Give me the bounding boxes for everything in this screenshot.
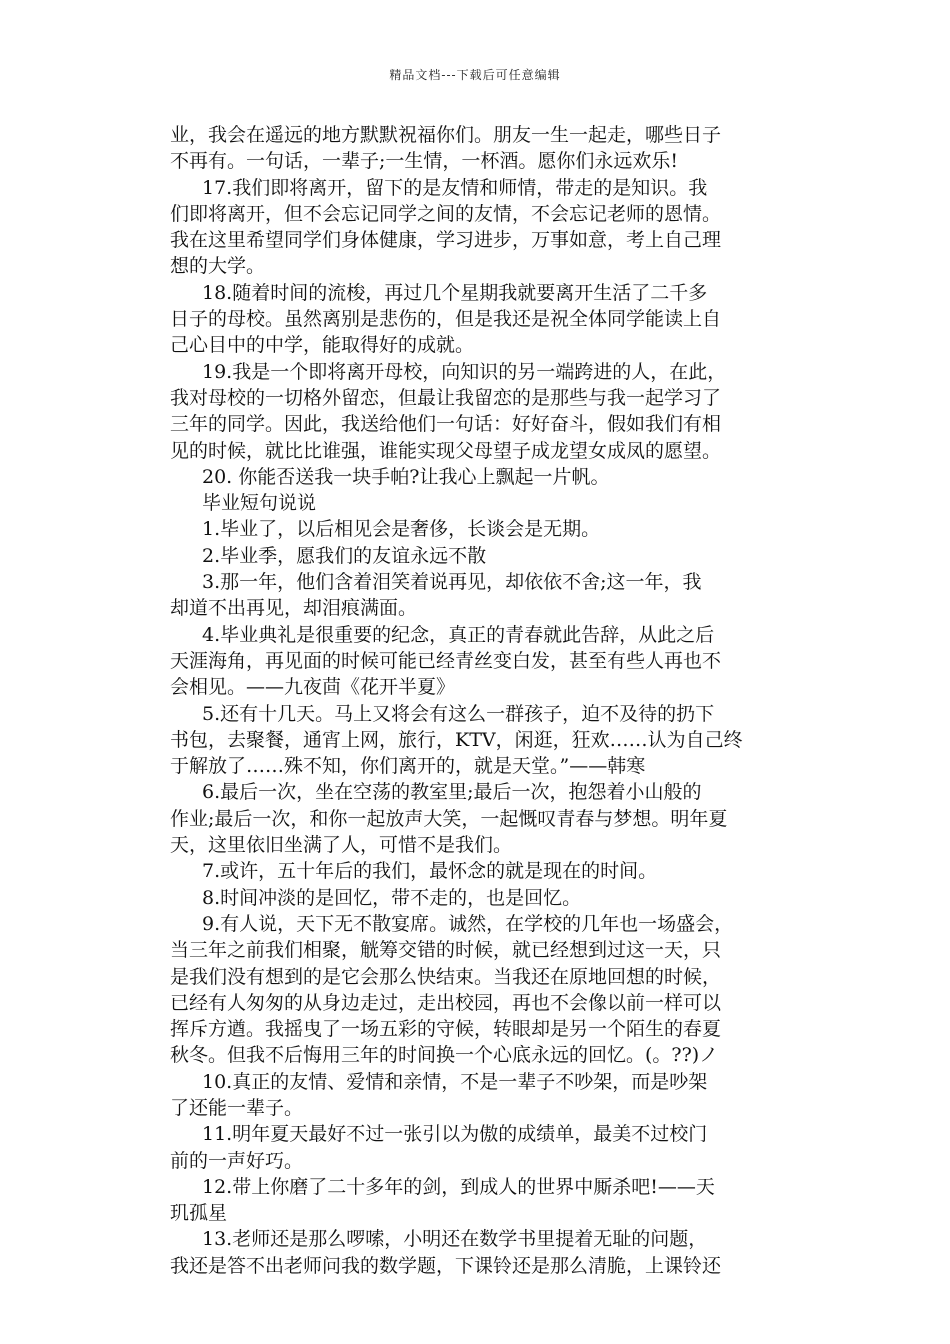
text-line: 3.那一年，他们含着泪笑着说再见，却依依不舍;这一年，我 [202,571,702,594]
text-line: 已经有人匆匆的从身边走过，走出校园，再也不会像以前一样可以 [170,991,722,1014]
text-line: 我还是答不出老师问我的数学题，下课铃还是那么清脆，上课铃还 [170,1254,722,1277]
text-line: 玑孤星 [170,1202,228,1225]
text-line: 天涯海角，再见面的时候可能已经青丝变白发，甚至有些人再也不 [170,649,722,672]
text-line: 当三年之前我们相聚，觥筹交错的时候，就已经想到过这一天，只 [170,939,722,962]
text-line: 是我们没有想到的是它会那么快结束。当我还在原地回想的时候， [170,965,722,988]
text-line: 19.我是一个即将离开母校，向知识的另一端跨进的人，在此， [202,360,727,383]
text-line: 却道不出再见，却泪痕满面。 [170,597,418,620]
text-line: 8.时间冲淡的是回忆，带不走的，也是回忆。 [202,886,582,909]
text-line: 日子的母校。虽然离别是悲伤的，但是我还是祝全体同学能读上自 [170,308,722,331]
text-line: 2.毕业季，愿我们的友谊永远不散 [202,544,487,567]
text-line: 于解放了……殊不知，你们离开的，就是天堂。”——韩寒 [170,755,646,778]
text-line: 想的大学。 [170,255,266,278]
document-body [170,122,810,1279]
text-line: 会相见。——九夜茴《花开半夏》 [170,676,456,699]
text-line: 业，我会在遥远的地方默默祝福你们。朋友一生一起走，哪些日子 [170,124,722,146]
text-line: 作业;最后一次，和你一起放声大笑，一起慨叹青春与梦想。明年夏 [170,807,728,830]
text-line: 7.或许，五十年后的我们，最怀念的就是现在的时间。 [202,860,658,883]
text-line: 5.还有十几天。马上又将会有这么一群孩子，迫不及待的扔下 [202,702,715,725]
text-line: 17.我们即将离开，留下的是友情和师情，带走的是知识。我 [202,176,708,199]
text-line: 18.随着时间的流梭，再过几个星期我就要离开生活了二千多 [202,281,708,304]
text-line: 10.真正的友情、爱情和亲情，不是一辈子不吵架，而是吵架 [202,1070,708,1093]
text-line: 天，这里依旧坐满了人，可惜不是我们。 [170,834,513,857]
text-line: 9.有人说，天下无不散宴席。诚然，在学校的几年也一场盛会， [202,912,734,935]
text-line: 秋冬。但我不后悔用三年的时间换一个心底永远的回忆。(。??)ノ [170,1044,719,1067]
text-line: 三年的同学。因此，我送给他们一句话：好好奋斗，假如我们有相 [170,413,722,436]
text-line: 前的一声好巧。 [170,1149,304,1172]
text-line: 13.老师还是那么啰嗦，小明还在数学书里提着无耻的问题， [202,1228,708,1251]
text-line: 毕业短句说说 [202,492,317,515]
text-line: 书包，去聚餐，通宵上网，旅行，KTV，闲逛，狂欢……认为自己终 [170,728,743,751]
text-line: 11.明年夏天最好不过一张引以为傲的成绩单，最美不过校门 [202,1123,708,1146]
text-line: 己心目中的中学，能取得好的成就。 [170,334,475,357]
text-line: 挥斥方遒。我摇曳了一场五彩的守候，转眼却是另一个陌生的春夏 [170,1018,722,1041]
text-line: 1.毕业了，以后相见会是奢侈，长谈会是无期。 [202,518,601,541]
text-line: 不再有。一句话，一辈子;一生情，一杯酒。愿你们永远欢乐! [170,150,679,173]
text-line: 4.毕业典礼是很重要的纪念，真正的青春就此告辞，从此之后 [202,623,715,646]
text-line: 们即将离开，但不会忘记同学之间的友情，不会忘记老师的恩情。 [170,202,722,225]
text-line: 了还能一辈子。 [170,1096,304,1119]
text-line: 我对母校的一切格外留恋，但最让我留恋的是那些与我一起学习了 [170,386,722,409]
text-line: 12.带上你磨了二十多年的剑，到成人的世界中厮杀吧!——天 [202,1175,715,1198]
text-line: 20. 你能否送我一块手帕?让我心上飘起一片帆。 [202,465,610,488]
text-line: 我在这里希望同学们身体健康，学习进步，万事如意，考上自己理 [170,229,722,252]
text-line: 见的时候，就比比谁强，谁能实现父母望子成龙望女成凤的愿望。 [170,439,722,462]
text-line: 6.最后一次，坐在空荡的教室里;最后一次，抱怨着小山般的 [202,781,702,804]
page-header: 精品文档---下载后可任意编辑 [389,68,561,82]
